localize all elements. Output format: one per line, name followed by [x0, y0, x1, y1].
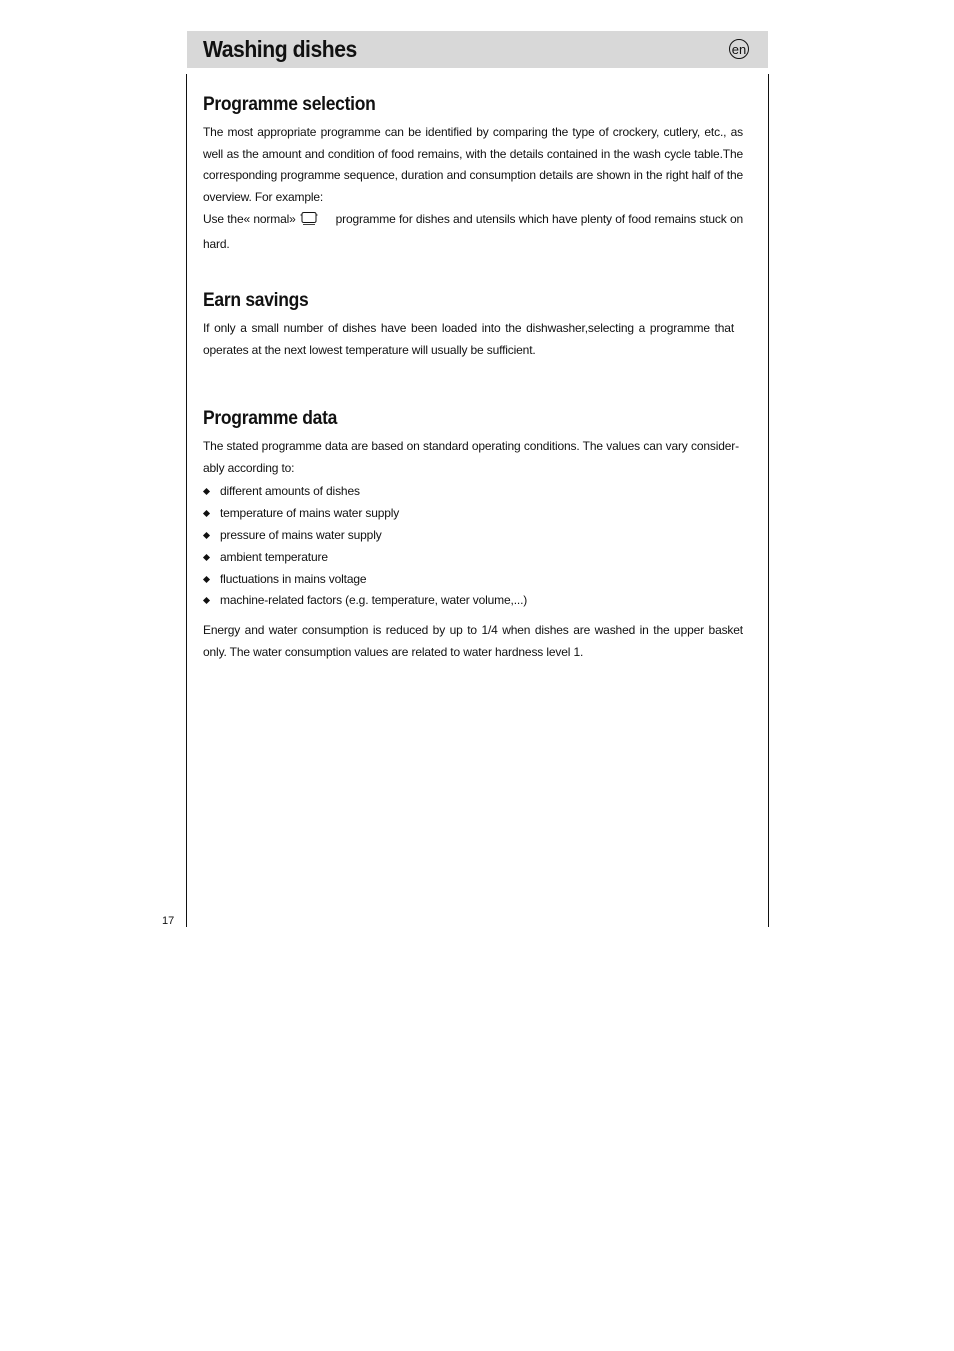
list-item: pressure of mains water supply — [203, 525, 743, 547]
list-item: ambient temperature — [203, 547, 743, 569]
section-programme-data — [203, 407, 743, 664]
list-item: machine-related factors (e.g. temperature, water volume,...) — [203, 590, 743, 612]
section-heading: Programme selection — [203, 94, 376, 115]
diamond-bullet-icon — [203, 532, 210, 539]
section-programme-selection — [203, 93, 743, 255]
section-heading: Earn savings — [203, 290, 309, 311]
body-paragraph: The stated programme data are based on standard operating conditions. The values can vary consider-ably according to: — [203, 439, 739, 475]
list-item: temperature of mains water supply — [203, 503, 743, 525]
body-paragraph: The most appropriate programme can be identified by comparing the type of crockery, cutlery, etc., as well as the amount and condition of food remains, with the details contained in the wash cycle table.The corresponding programme sequence, duration and consumption details are shown in the right half of the overview. For example: — [203, 125, 743, 205]
diamond-bullet-icon — [203, 510, 210, 517]
section-earn-savings — [203, 289, 743, 361]
list-item: different amounts of dishes — [203, 481, 743, 503]
body-paragraph: If only a small number of dishes have been loaded into the dishwasher,selecting a programme that operates at the next lowest temperature will usually be sufficient. — [203, 321, 734, 357]
page-header — [187, 31, 768, 68]
bullet-list — [203, 481, 743, 612]
language-badge: en — [729, 39, 749, 59]
section-heading: Programme data — [203, 408, 338, 429]
right-margin-rule — [768, 74, 769, 927]
page-title: Washing dishes — [203, 36, 357, 62]
body-paragraph-example — [203, 209, 743, 255]
example-text-end: programme for dishes and utensils which have plenty of food remains stuck on hard. — [203, 211, 743, 251]
left-margin-rule — [186, 74, 187, 927]
list-item: fluctuations in mains voltage — [203, 569, 743, 591]
body-paragraph-closing: Energy and water consumption is reduced by up to 1/4 when dishes are washed in the upper basket only. The water consumption values are related to water hardness level 1. — [203, 623, 743, 659]
diamond-bullet-icon — [203, 554, 210, 561]
diamond-bullet-icon — [203, 576, 210, 583]
diamond-bullet-icon — [203, 488, 210, 495]
page-number: 17 — [162, 915, 175, 927]
example-text-start: Use the« normal» — [203, 211, 296, 226]
pot-icon — [300, 211, 318, 234]
diamond-bullet-icon — [203, 597, 210, 604]
